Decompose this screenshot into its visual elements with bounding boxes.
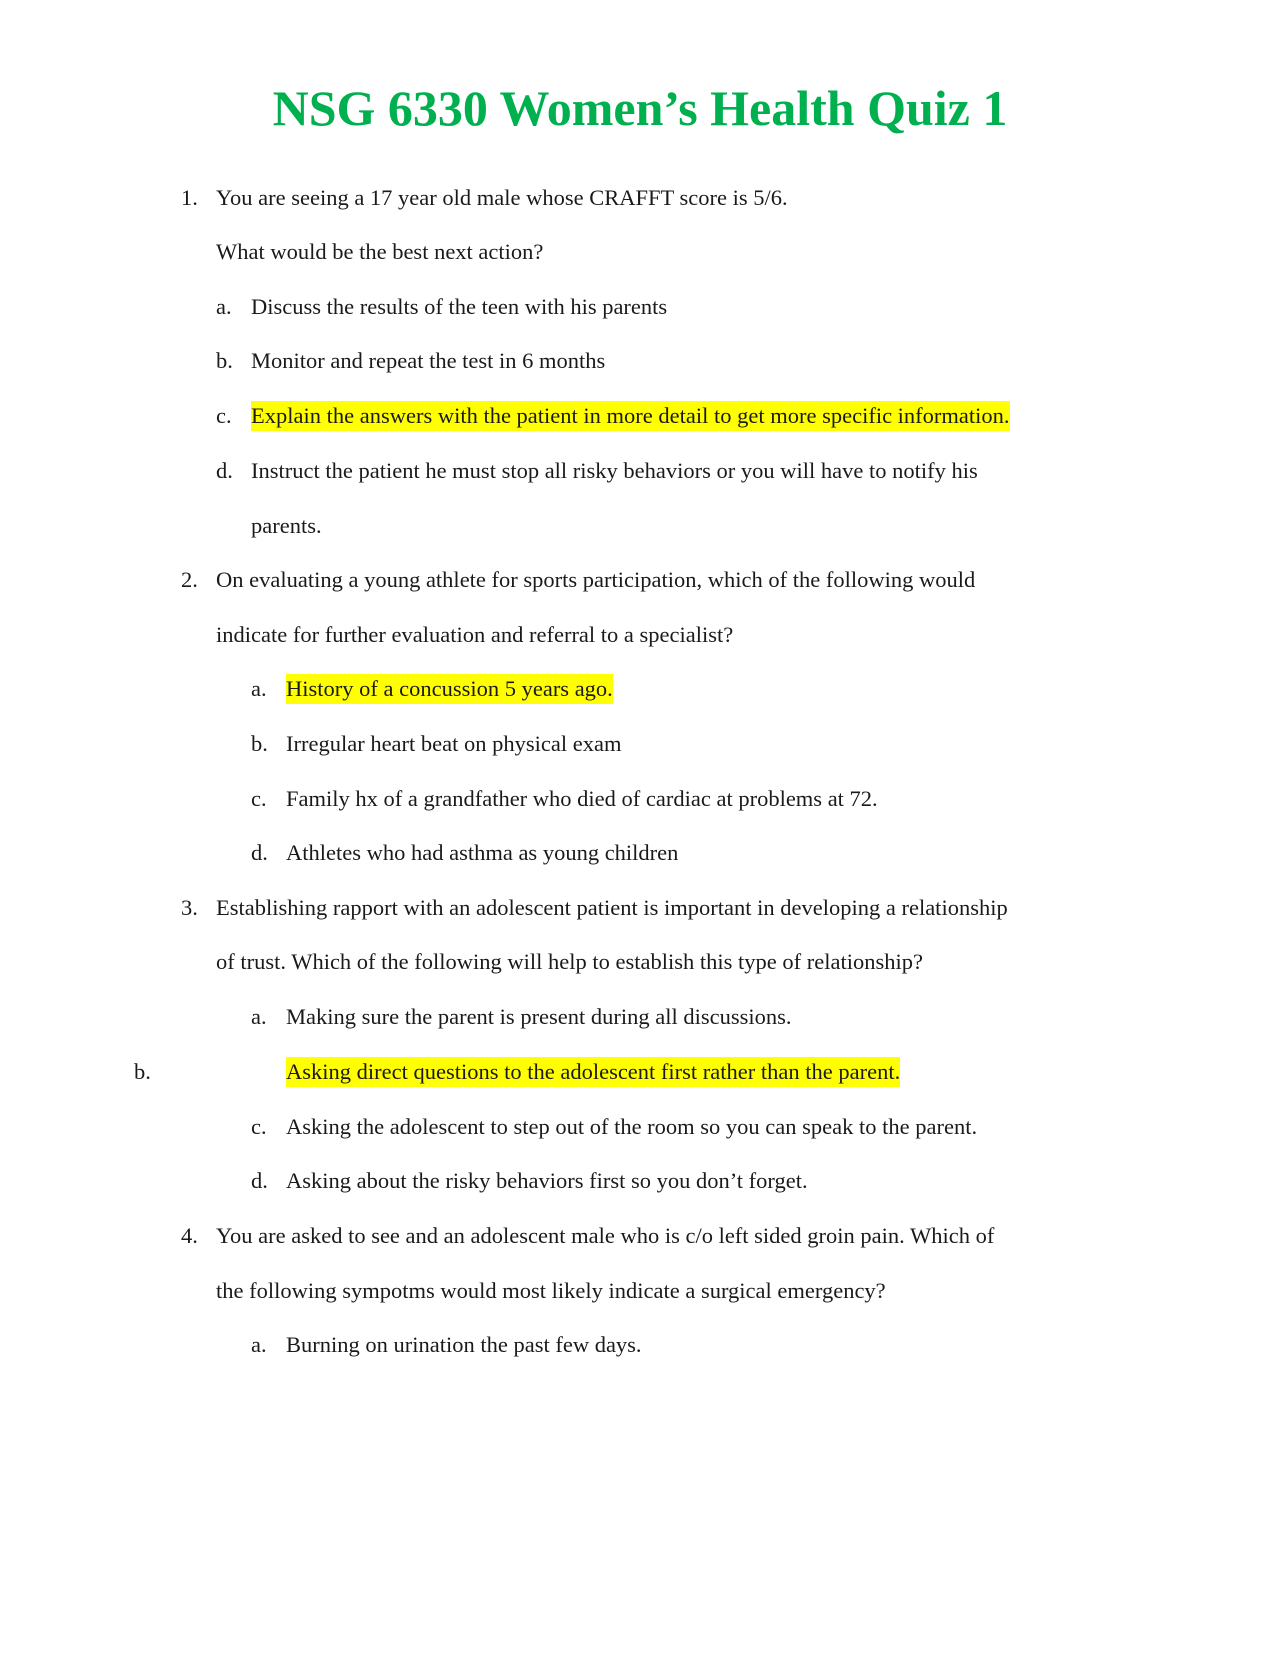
correct-answer-highlight: History of a concussion 5 years ago. bbox=[286, 674, 613, 704]
option-letter: c. bbox=[216, 403, 232, 428]
correct-answer-highlight: Asking direct questions to the adolescent first rather than the parent. bbox=[286, 1057, 900, 1087]
option-letter: c. bbox=[251, 786, 267, 811]
question-text: of trust. Which of the following will help to establish this type of relationship? bbox=[216, 949, 923, 974]
correct-answer-highlight: Explain the answers with the patient in more detail to get more specific information. bbox=[251, 401, 1010, 431]
question-number: 4. bbox=[181, 1223, 198, 1248]
option-text: Irregular heart beat on physical exam bbox=[286, 731, 622, 756]
option-letter: a. bbox=[216, 294, 232, 319]
option-letter: b. bbox=[251, 731, 268, 756]
option-letter: b. bbox=[216, 348, 233, 373]
option-text: Monitor and repeat the test in 6 months bbox=[251, 348, 606, 373]
option-letter: b. bbox=[134, 1059, 151, 1084]
page-title: NSG 6330 Women’s Health Quiz 1 bbox=[272, 80, 1008, 136]
option-letter: d. bbox=[251, 1168, 268, 1193]
question-number: 3. bbox=[181, 895, 198, 920]
option-text: Discuss the results of the teen with his parents bbox=[251, 294, 668, 319]
question-number: 1. bbox=[181, 185, 198, 210]
option-letter: a. bbox=[251, 1332, 267, 1357]
question-text: What would be the best next action? bbox=[216, 239, 544, 264]
option-text: Asking the adolescent to step out of the room so you can speak to the parent. bbox=[286, 1114, 978, 1139]
option-text: Family hx of a grandfather who died of cardiac at problems at 72. bbox=[286, 786, 878, 811]
option-letter: d. bbox=[216, 458, 233, 483]
question-text: You are asked to see and an adolescent male who is c/o left sided groin pain. Which of bbox=[216, 1223, 995, 1248]
option-letter: a. bbox=[251, 676, 267, 701]
option-text: Athletes who had asthma as young children bbox=[286, 840, 679, 865]
question-text: Establishing rapport with an adolescent patient is important in developing a relationship bbox=[216, 895, 1008, 920]
option-text-continuation: parents. bbox=[251, 513, 322, 538]
option-text: Burning on urination the past few days. bbox=[286, 1332, 642, 1357]
option-text: Instruct the patient he must stop all risky behaviors or you will have to notify his bbox=[251, 458, 978, 483]
option-letter: d. bbox=[251, 840, 268, 865]
question-text: On evaluating a young athlete for sports participation, which of the following would bbox=[216, 567, 976, 592]
option-letter: c. bbox=[251, 1114, 267, 1139]
option-letter: a. bbox=[251, 1004, 267, 1029]
option-text: Asking about the risky behaviors first so you don’t forget. bbox=[286, 1168, 808, 1193]
question-text: the following sympotms would most likely indicate a surgical emergency? bbox=[216, 1278, 886, 1303]
option-text: Making sure the parent is present during all discussions. bbox=[286, 1004, 792, 1029]
question-text: indicate for further evaluation and referral to a specialist? bbox=[216, 622, 734, 647]
question-number: 2. bbox=[181, 567, 198, 592]
question-text: You are seeing a 17 year old male whose CRAFFT score is 5/6. bbox=[216, 185, 788, 210]
